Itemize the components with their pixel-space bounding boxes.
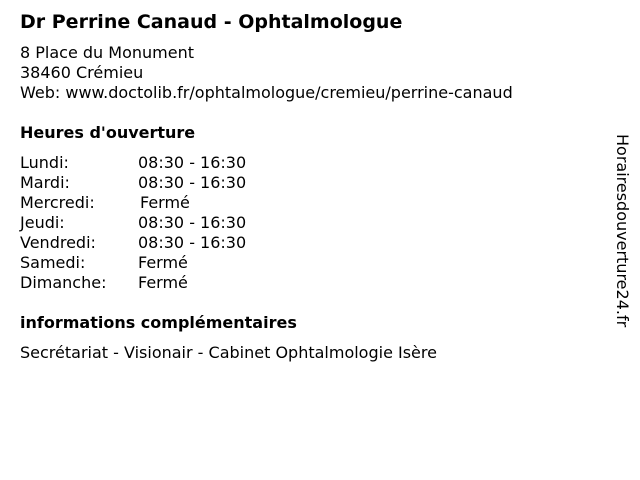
address-block: [20, 43, 513, 103]
day-label: Dimanche:: [20, 273, 107, 292]
day-label: Vendredi:: [20, 233, 96, 252]
hours-value: 08:30 - 16:30: [138, 153, 247, 172]
hours-row-mardi: [20, 173, 320, 193]
day-label: Jeudi:: [20, 213, 65, 232]
hours-row-lundi: [20, 153, 320, 173]
hours-value: 08:30 - 16:30: [138, 233, 247, 252]
page-title: Dr Perrine Canaud - Ophtalmologue: [20, 11, 403, 33]
hours-value: 08:30 - 16:30: [138, 173, 247, 192]
day-label: Lundi:: [20, 153, 69, 172]
hours-row-vendredi: [20, 233, 320, 253]
opening-hours-heading: Heures d'ouverture: [20, 123, 196, 142]
day-label: Samedi:: [20, 253, 86, 272]
site-watermark: Horairesdouverture24.fr: [613, 134, 632, 328]
hours-value: Fermé: [140, 193, 190, 212]
hours-value: 08:30 - 16:30: [138, 213, 247, 232]
additional-info-text: Secrétariat - Visionair - Cabinet Ophtalmologie Isère: [20, 343, 437, 362]
hours-value: Fermé: [138, 253, 188, 272]
hours-row-dimanche: [20, 273, 320, 293]
opening-hours-table: [20, 153, 320, 293]
hours-row-mercredi: [20, 193, 320, 213]
website-link[interactable]: Web: www.doctolib.fr/ophtalmologue/cremieu/perrine-canaud: [20, 83, 513, 102]
day-label: Mardi:: [20, 173, 70, 192]
additional-info-heading: informations complémentaires: [20, 313, 297, 332]
address-city: 38460 Crémieu: [20, 63, 144, 82]
day-label: Mercredi:: [20, 193, 95, 212]
hours-row-samedi: [20, 253, 320, 273]
hours-row-jeudi: [20, 213, 320, 233]
address-street: 8 Place du Monument: [20, 43, 194, 62]
hours-value: Fermé: [138, 273, 188, 292]
